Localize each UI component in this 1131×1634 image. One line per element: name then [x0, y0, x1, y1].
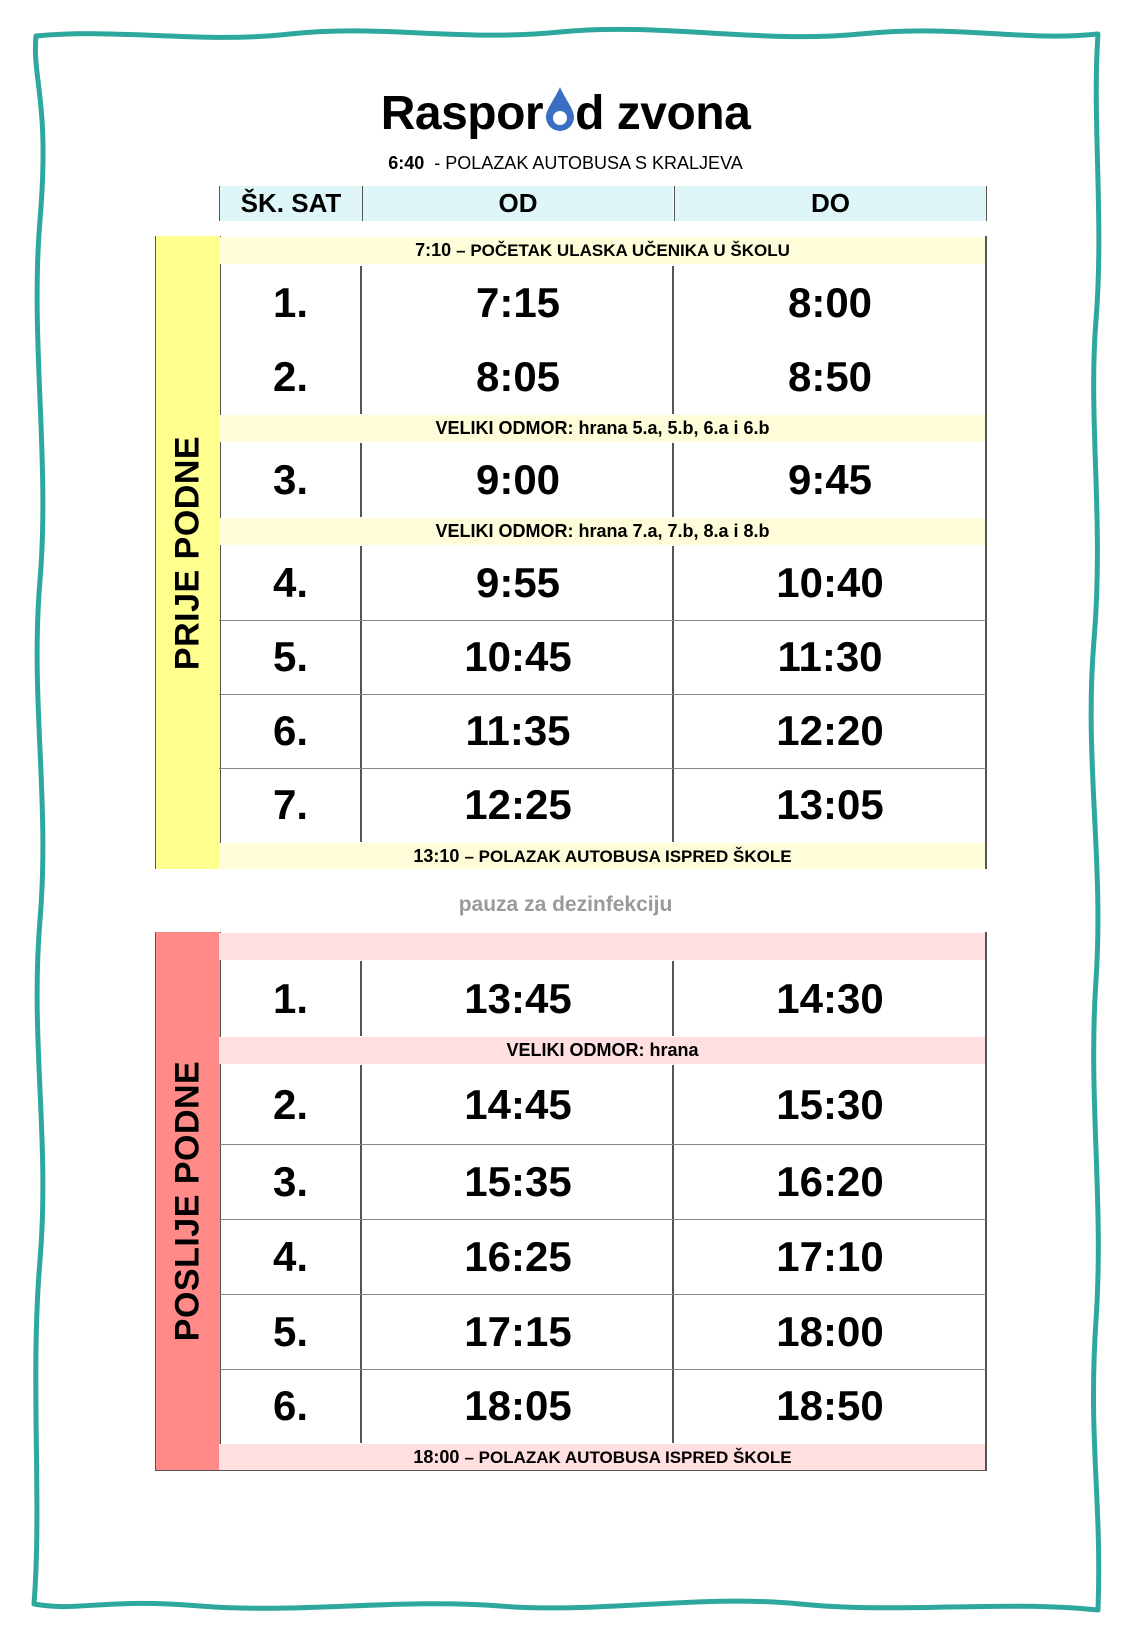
note-text: – POLAZAK AUTOBUSA ISPRED ŠKOLE — [464, 1448, 792, 1467]
period-number: 3. — [272, 1157, 309, 1205]
bus-time: 6:40 — [388, 153, 425, 173]
period-start: 13:45 — [464, 974, 572, 1022]
period-start: 16:25 — [464, 1232, 572, 1280]
break-label: VELIKI ODMOR: — [435, 418, 574, 438]
table-row — [219, 694, 986, 768]
period-number: 4. — [272, 1232, 309, 1280]
note-time: 7:10 — [415, 240, 452, 260]
morning-break-2 — [219, 518, 986, 545]
header-sat: ŠK. SAT — [219, 186, 362, 221]
grid-line — [360, 266, 362, 414]
grid-line — [360, 1065, 362, 1443]
period-number: 4. — [272, 559, 309, 606]
grid-line — [219, 1294, 986, 1295]
note-text: – POČETAK ULASKA UČENIKA U ŠKOLU — [456, 241, 790, 260]
table-row — [219, 1219, 986, 1294]
period-start: 12:25 — [464, 781, 572, 828]
period-end: 8:00 — [787, 279, 873, 326]
break-text: hrana — [649, 1040, 699, 1060]
table-row — [219, 1065, 986, 1144]
note-time: 13:10 — [413, 846, 460, 866]
period-end: 13:05 — [776, 781, 884, 828]
header-od: OD — [362, 186, 673, 221]
period-number: 7. — [272, 781, 309, 828]
period-end: 18:50 — [776, 1382, 884, 1429]
period-number: 2. — [272, 1080, 309, 1128]
grid-line — [672, 1065, 674, 1443]
bus-departure-note — [0, 152, 1131, 174]
period-number: 5. — [272, 1307, 309, 1355]
table-row — [219, 546, 986, 620]
period-number: 6. — [272, 1382, 309, 1429]
note-time: 18:00 — [413, 1447, 460, 1467]
morning-band — [155, 236, 221, 869]
pause-note: pauza za dezinfekciju — [458, 893, 673, 916]
morning-end-note — [219, 843, 986, 869]
break-label: VELIKI ODMOR: — [435, 521, 574, 541]
afternoon-band — [155, 932, 221, 1471]
table-row — [219, 961, 986, 1036]
table-row — [219, 340, 986, 414]
water-drop-icon — [543, 85, 577, 133]
table-row — [219, 443, 986, 517]
morning-label: PRIJE PODNE — [168, 435, 207, 670]
period-end: 10:40 — [776, 559, 884, 606]
period-end: 18:00 — [776, 1307, 884, 1355]
title-part-1: Raspor — [380, 87, 544, 140]
break-label: VELIKI ODMOR: — [506, 1040, 645, 1060]
period-number: 3. — [272, 456, 309, 503]
grid-line — [672, 961, 674, 1036]
afternoon-break-1 — [219, 1037, 986, 1064]
period-start: 11:35 — [465, 707, 571, 754]
period-end: 14:30 — [776, 974, 884, 1022]
table-row — [219, 266, 986, 340]
period-end: 16:20 — [776, 1157, 884, 1205]
period-number: 1. — [272, 974, 309, 1022]
period-end: 15:30 — [776, 1080, 884, 1128]
grid-line — [360, 961, 362, 1036]
period-end: 9:45 — [787, 456, 873, 503]
grid-line — [219, 620, 986, 621]
period-start: 18:05 — [464, 1382, 572, 1429]
period-start: 15:35 — [464, 1157, 572, 1205]
morning-break-1 — [219, 415, 986, 442]
table-row — [219, 1369, 986, 1443]
grid-line — [985, 236, 987, 869]
period-start: 7:15 — [475, 279, 561, 326]
grid-line — [219, 1219, 986, 1220]
break-text: hrana 5.a, 5.b, 6.a i 6.b — [578, 418, 770, 438]
period-start: 17:15 — [464, 1307, 572, 1355]
morning-start-note — [219, 237, 986, 264]
bus-text: - POLAZAK AUTOBUSA S KRALJEVA — [434, 153, 743, 173]
note-text: – POLAZAK AUTOBUSA ISPRED ŠKOLE — [464, 847, 792, 866]
break-text: hrana 7.a, 7.b, 8.a i 8.b — [578, 521, 770, 541]
period-end: 8:50 — [787, 353, 873, 400]
period-end: 12:20 — [776, 707, 884, 754]
period-number: 6. — [272, 707, 309, 754]
grid-line — [360, 443, 362, 517]
period-start: 10:45 — [464, 633, 572, 680]
period-start: 14:45 — [464, 1080, 572, 1128]
period-end: 11:30 — [777, 633, 883, 680]
period-start: 9:55 — [475, 559, 561, 606]
period-end: 17:10 — [776, 1232, 884, 1280]
period-number: 1. — [272, 279, 309, 326]
grid-line — [219, 1144, 986, 1145]
afternoon-label: POSLIJE PODNE — [168, 1060, 207, 1342]
grid-line — [219, 1369, 986, 1370]
grid-line — [219, 768, 986, 769]
period-start: 8:05 — [475, 353, 561, 400]
grid-line — [985, 932, 987, 1471]
period-number: 2. — [272, 353, 309, 400]
afternoon-end-note — [219, 1444, 986, 1471]
grid-line — [672, 266, 674, 414]
table-row — [219, 1144, 986, 1219]
title-part-2: d zvona — [575, 87, 751, 140]
period-start: 9:00 — [475, 456, 561, 503]
grid-line — [672, 443, 674, 517]
header-do: DO — [674, 186, 987, 221]
period-number: 5. — [272, 633, 309, 680]
grid-line — [219, 694, 986, 695]
page-title — [0, 84, 1131, 144]
table-row — [219, 1294, 986, 1369]
table-row — [219, 768, 986, 842]
table-row — [219, 620, 986, 694]
afternoon-start-strip — [219, 933, 986, 960]
